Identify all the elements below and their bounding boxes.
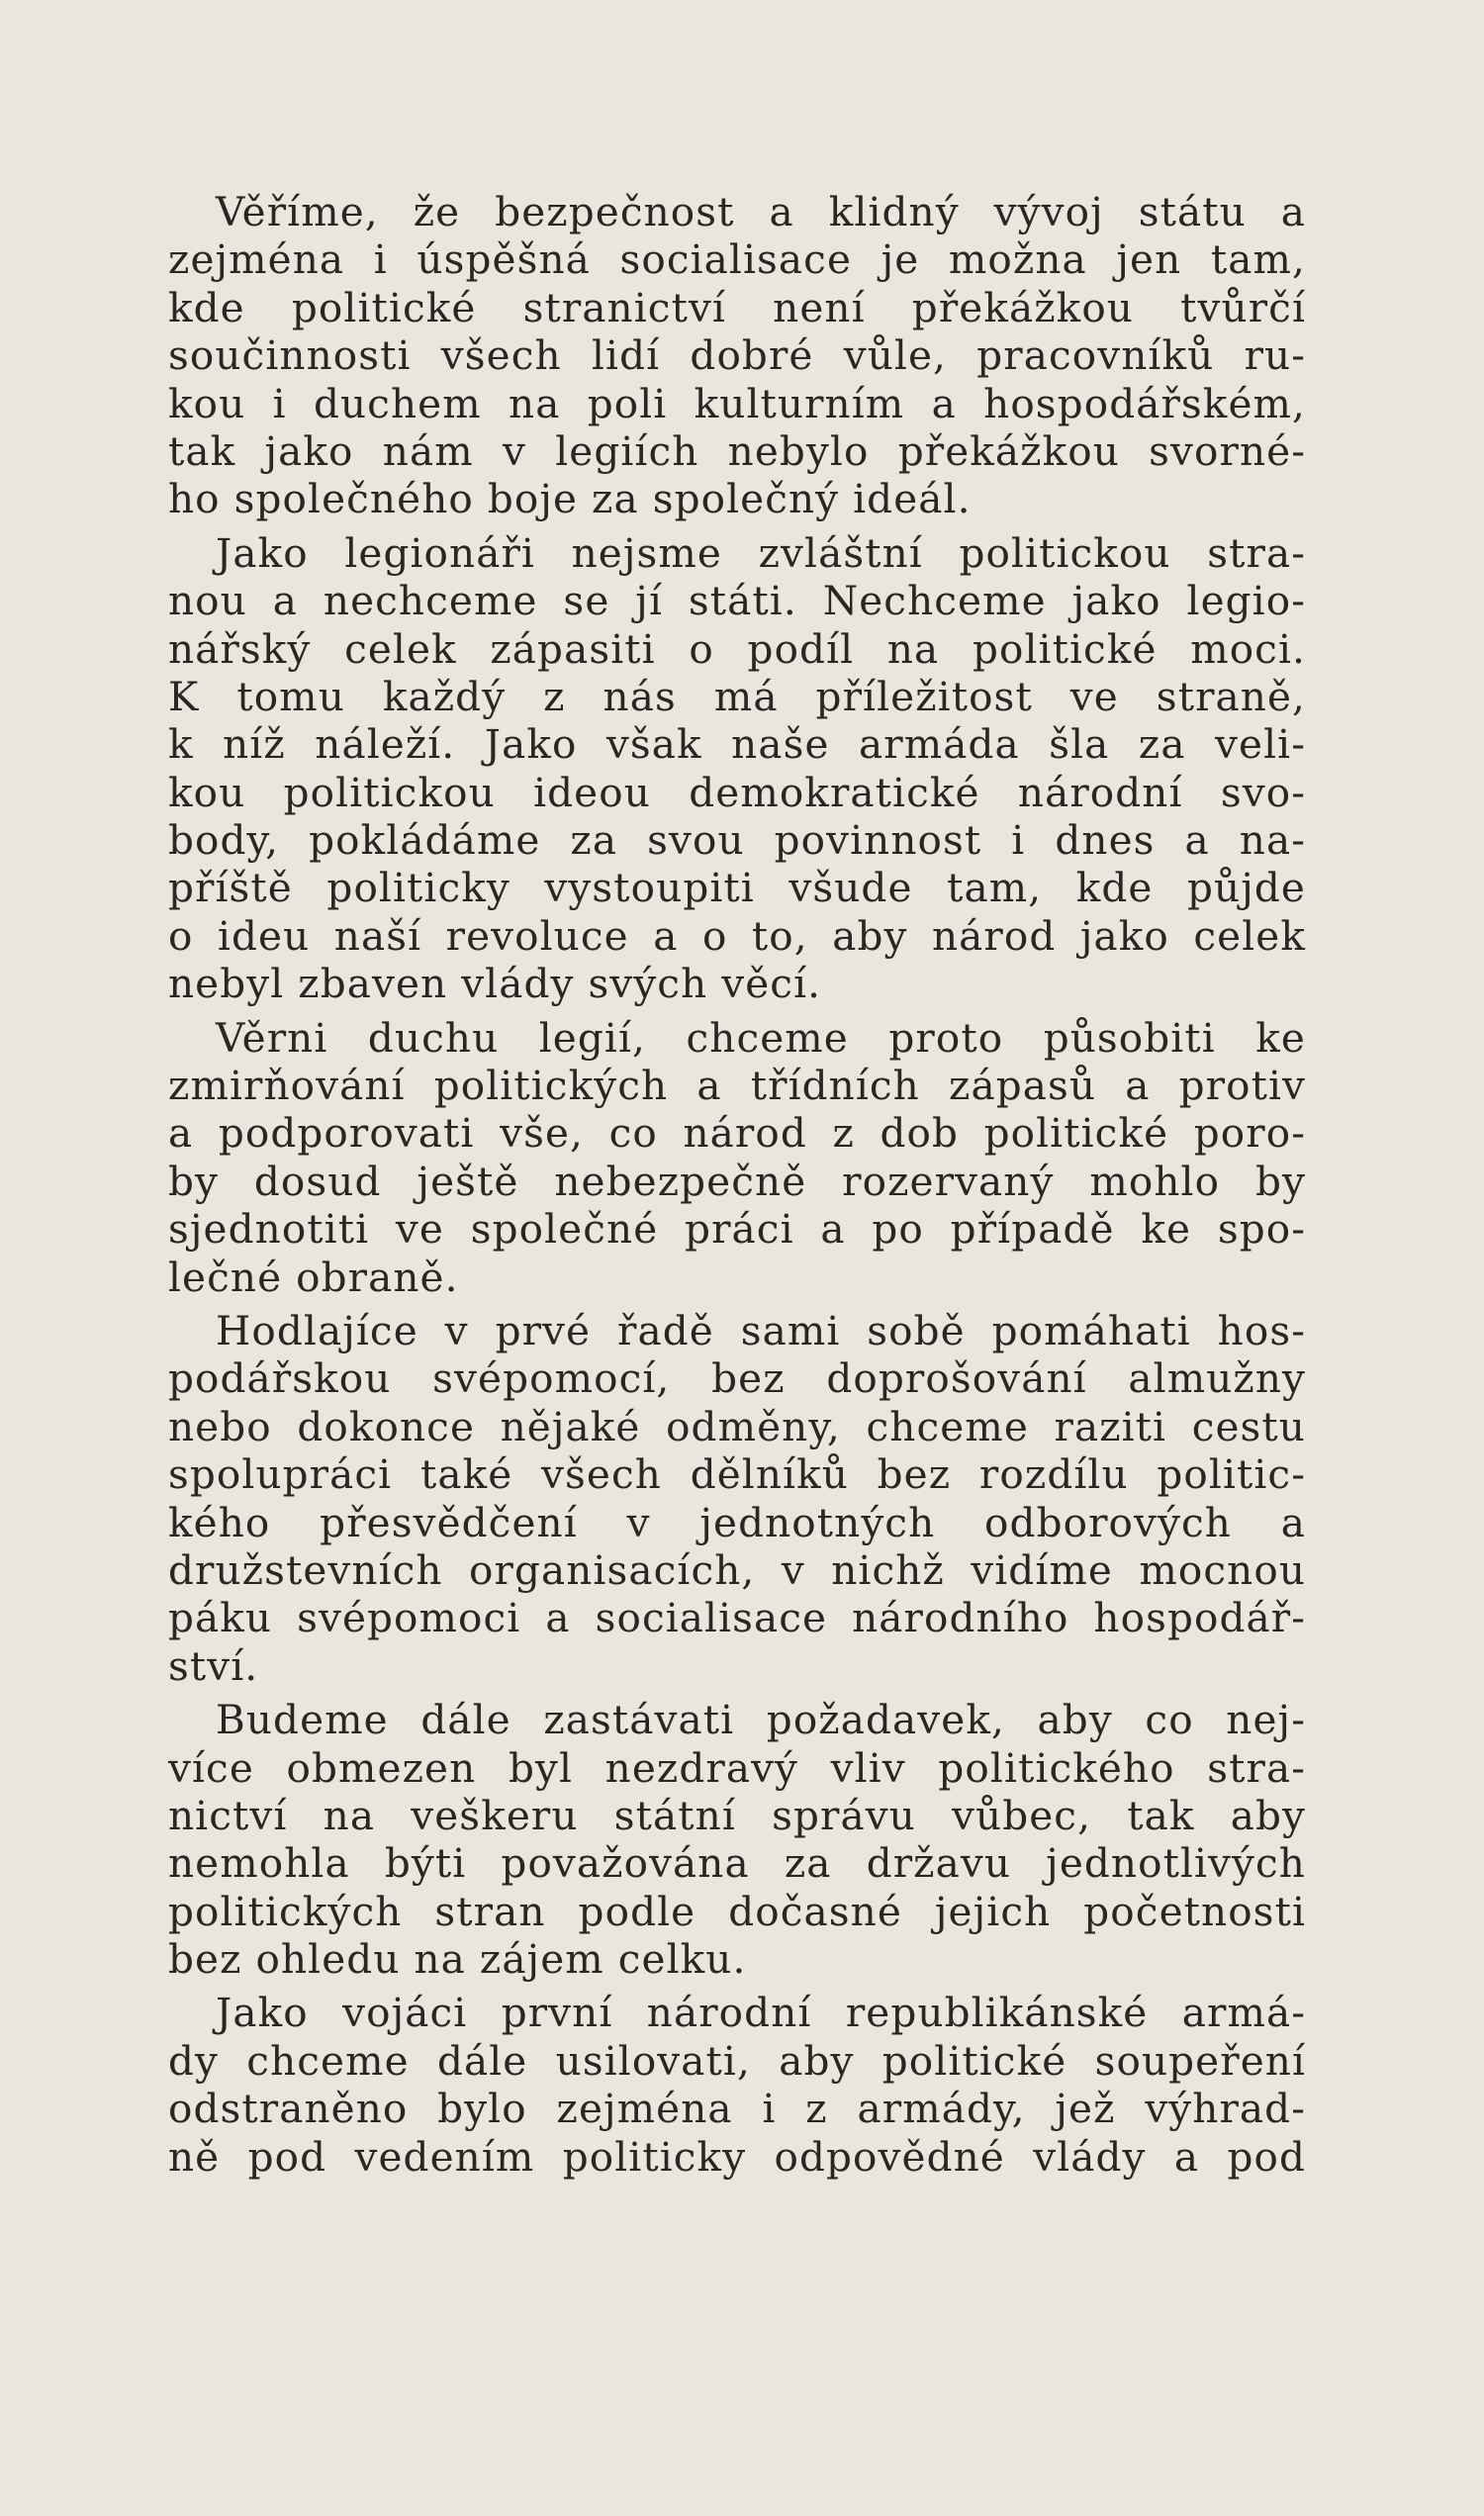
- text-line: Jako vojáci první národní republikánské armá-: [216, 1989, 1306, 2037]
- paragraph: [168, 529, 1306, 1008]
- text-line: více obmezen byl nezdravý vliv politického stra-: [168, 1743, 1306, 1792]
- text-line: by dosud ještě nebezpečně rozervaný mohlo by: [168, 1157, 1306, 1205]
- text-line: zejména i úspěšná socialisace je možna jen tam,: [168, 235, 1306, 284]
- text-line: body, pokládáme za svou povinnost i dnes a na-: [168, 816, 1306, 865]
- text-line: nebo dokonce nějaké odměny, chceme raziti cestu: [168, 1402, 1306, 1450]
- body-text: [168, 188, 1306, 2187]
- text-line: a podporovati vše, co národ z dob politické poro-: [168, 1109, 1306, 1158]
- text-line: Budeme dále zastávati požadavek, aby co nej-: [216, 1696, 1306, 1744]
- text-line: zmirňování politických a třídních zápasů a protiv: [168, 1062, 1306, 1110]
- text-line: ství.: [168, 1641, 259, 1690]
- paragraph: [168, 1989, 1306, 2181]
- text-line: o ideu naší revoluce a o to, aby národ jako celek: [168, 911, 1306, 960]
- text-line: tak jako nám v legiích nebylo překážkou svorné-: [168, 426, 1306, 475]
- text-line: nebyl zbaven vlády svých věcí.: [168, 960, 822, 1008]
- text-line: součinnosti všech lidí dobré vůle, pracovníků ru-: [168, 331, 1306, 380]
- text-line: odstraněno bylo zejména i z armády, jež výhrad-: [168, 2085, 1306, 2133]
- text-line: bez ohledu na zájem celku.: [168, 1935, 747, 1984]
- paragraph: [168, 1696, 1306, 1983]
- text-line: družstevních organisacích, v nichž vidíme mocnou: [168, 1545, 1306, 1594]
- text-line: Věrni duchu legií, chceme proto působiti ke: [216, 1013, 1306, 1062]
- text-line: dy chceme dále usilovati, aby politické soupeření: [168, 2036, 1306, 2085]
- text-line: K tomu každý z nás má příležitost ve straně,: [168, 672, 1306, 720]
- text-line: spolupráci také všech dělníků bez rozdílu politic-: [168, 1450, 1306, 1499]
- text-line: kou politickou ideou demokratické národní svo-: [168, 768, 1306, 816]
- text-line: příště politicky vystoupiti všude tam, kde půjde: [168, 864, 1306, 912]
- text-line: politických stran podle dočasné jejich početnosti: [168, 1887, 1306, 1935]
- text-line: nemohla býti považována za državu jednotlivých: [168, 1839, 1306, 1888]
- text-line: ně pod vedením politicky odpovědné vlády a pod: [168, 2132, 1306, 2181]
- text-line: kého přesvědčení v jednotných odborových a: [168, 1498, 1306, 1546]
- text-line: lečné obraně.: [168, 1253, 459, 1301]
- text-line: Hodlajíce v prvé řadě sami sobě pomáhati hos-: [216, 1306, 1306, 1354]
- text-line: Věříme, že bezpečnost a klidný vývoj státu a: [216, 188, 1306, 235]
- text-line: k níž náleží. Jako však naše armáda šla za veli-: [168, 720, 1306, 769]
- text-line: nictví na veškeru státní správu vůbec, tak aby: [168, 1791, 1306, 1839]
- text-line: nou a nechceme se jí státi. Nechceme jako legio-: [168, 577, 1306, 625]
- text-line: nářský celek zápasiti o podíl na politické moci.: [168, 624, 1306, 673]
- text-line: sjednotiti ve společné práci a po případě ke spo-: [168, 1205, 1306, 1254]
- paragraph: [168, 1307, 1306, 1690]
- text-line: Jako legionáři nejsme zvláštní politickou stra-: [216, 528, 1306, 577]
- text-line: podářskou svépomocí, bez doprošování almužny: [168, 1354, 1306, 1403]
- paragraph: [168, 188, 1306, 523]
- text-line: ho společného boje za společný ideál.: [168, 475, 972, 523]
- text-line: páku svépomoci a socialisace národního hospodář-: [168, 1594, 1306, 1642]
- text-line: kou i duchem na poli kulturním a hospodářském,: [168, 379, 1306, 427]
- text-line: kde politické stranictví není překážkou tvůrčí: [168, 283, 1306, 331]
- paragraph: [168, 1014, 1306, 1301]
